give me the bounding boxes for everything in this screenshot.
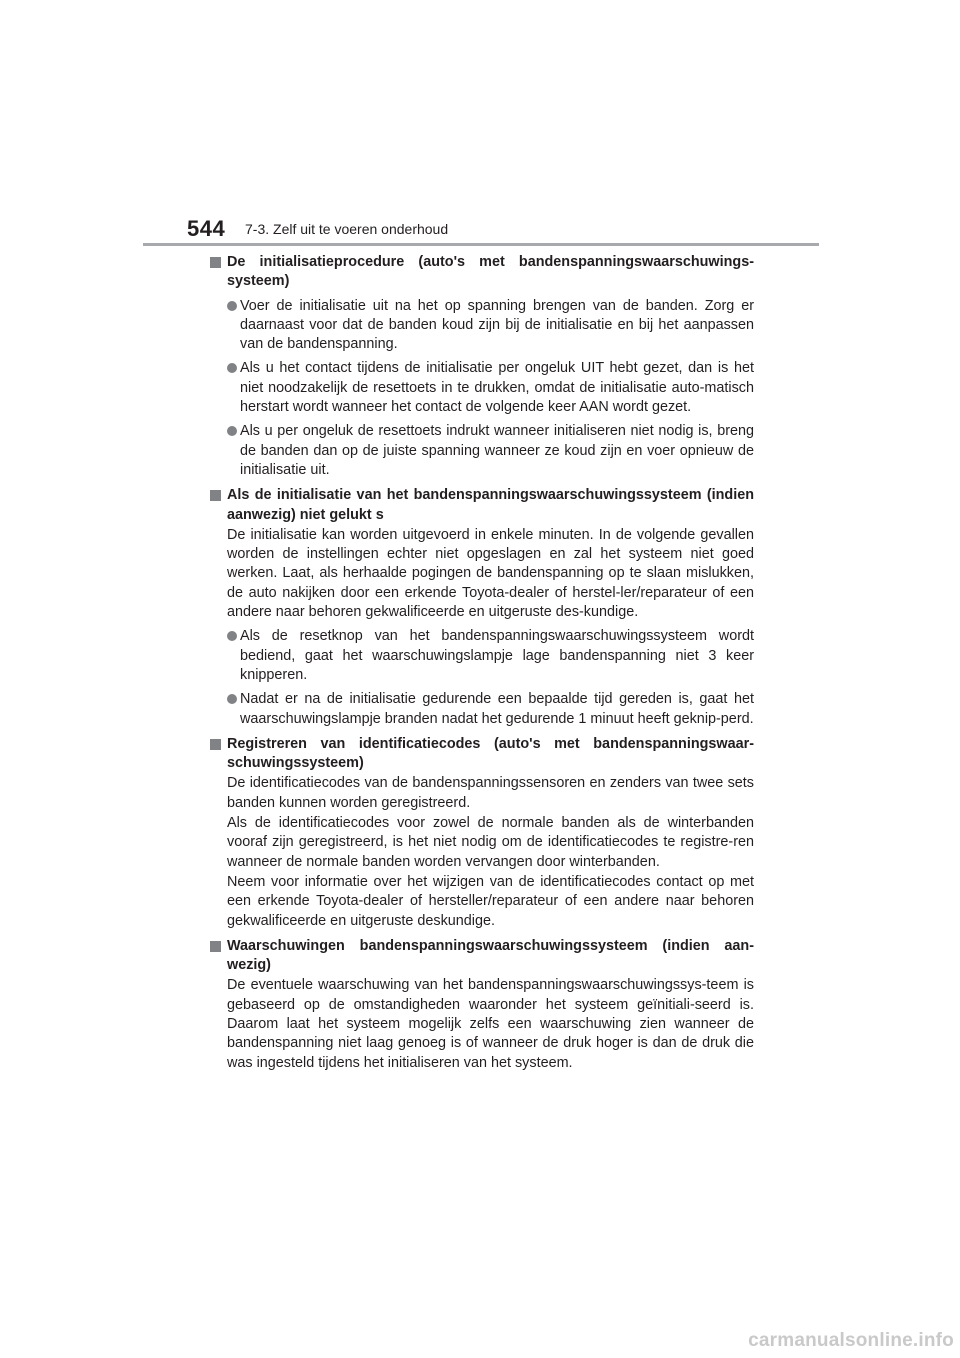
list-item bbox=[227, 627, 754, 685]
list-item bbox=[227, 297, 754, 355]
list-item-text: Als u per ongeluk de resettoets indrukt wanneer initialiseren niet nodig is, breng de banden dan op de juiste spanning wanneer ze koud zijn en voer opnieuw de initialisatie uit. bbox=[240, 423, 754, 478]
section-warnings bbox=[210, 937, 754, 1073]
section-registering-id-codes bbox=[210, 735, 754, 931]
paragraph: De initialisatie kan worden uitgevoerd in enkele minuten. In de volgende gevallen worden de instellingen echter niet opgeslagen en zal het systeem niet goed werken. Laat, als herhaalde pogingen de bandenspanning op te slaan mislukken, de auto nakijken door een erkende Toyota-dealer of herstel-ler/reparateur of een andere naar behoren gekwalificeerde en uitgeruste des-kundige. bbox=[227, 526, 754, 621]
circle-bullet-icon bbox=[227, 631, 237, 641]
section-initialization-procedure bbox=[210, 253, 754, 480]
page-header bbox=[187, 216, 820, 246]
list-item bbox=[227, 359, 754, 417]
list-item bbox=[227, 422, 754, 480]
circle-bullet-icon bbox=[227, 694, 237, 704]
section-title: 7-3. Zelf uit te voeren onderhoud bbox=[245, 221, 449, 237]
header-rule bbox=[143, 243, 819, 246]
paragraph: De eventuele waarschuwing van het bandenspanningswaarschuwingssys-teem is gebaseerd op de omstandigheden waaronder het systeem geïnitiali-seerd is. Daarom laat het systeem mogelijk zelfs een waarschuwing zien wanneer de bandenspanning niet laag genoeg is of wanneer de druk hoger is dan de druk die was ingesteld tijdens het initialiseren van het systeem. bbox=[227, 977, 754, 1071]
paragraph: Neem voor informatie over het wijzigen van de identificatiecodes contact op met een erkende Toyota-dealer of hersteller/reparateur of een andere naar behoren gekwalificeerde en uitgeruste deskundige. bbox=[227, 873, 754, 929]
square-bullet-icon bbox=[210, 739, 221, 750]
section-heading: Registreren van identificatiecodes (auto's met bandenspanningswaar-schuwingssysteem) bbox=[227, 735, 754, 772]
square-bullet-icon bbox=[210, 490, 221, 501]
list-item-text: Nadat er na de initialisatie gedurende een bepaalde tijd gereden is, gaat het waarschuwingslampje branden nadat het gedurende 1 minuut heeft geknip-perd. bbox=[240, 691, 754, 727]
page-number: 544 bbox=[187, 216, 226, 241]
section-initialization-failed bbox=[210, 486, 754, 729]
page-content bbox=[210, 253, 754, 1079]
section-heading: Als de initialisatie van het bandenspanningswaarschuwingssysteem (indien aanwezig) niet gelukt s bbox=[227, 487, 754, 523]
watermark: carmanualsonline.info bbox=[748, 1330, 954, 1351]
section-heading: Waarschuwingen bandenspanningswaarschuwingssysteem (indien aan-wezig) bbox=[227, 937, 754, 974]
section-heading: De initialisatieprocedure (auto's met bandenspanningswaarschuwings-systeem) bbox=[227, 254, 754, 290]
paragraph: De identificatiecodes van de bandenspanningssensoren en zenders van twee sets banden kunnen worden geregistreerd. bbox=[227, 775, 754, 811]
list-item-text: Voer de initialisatie uit na het op spanning brengen van de banden. Zorg er daarnaast voor dat de banden koud zijn bij de initialisatie en bij het aanpassen van de bandenspanning. bbox=[240, 297, 754, 353]
list-item-text: Als u het contact tijdens de initialisatie per ongeluk UIT hebt gezet, dan is het niet noodzakelijk de resettoets in te drukken, omdat de initialisatie auto-matisch herstart wordt wanneer het contact de volgende keer AAN wordt gezet. bbox=[240, 360, 754, 416]
circle-bullet-icon bbox=[227, 301, 237, 311]
circle-bullet-icon bbox=[227, 363, 237, 373]
paragraph: Als de identificatiecodes voor zowel de normale banden als de winterbanden vooraf zijn geregistreerd, is het niet nodig om de identificatiecodes te registre-ren wanneer de normale banden worden vervangen door winterbanden. bbox=[227, 815, 754, 870]
square-bullet-icon bbox=[210, 257, 221, 268]
list-item-text: Als de resetknop van het bandenspanningswaarschuwingssysteem wordt bediend, gaat het waarschuwingslampje lage bandenspanning niet 3 keer knipperen. bbox=[240, 628, 754, 683]
list-item bbox=[227, 690, 754, 729]
square-bullet-icon bbox=[210, 941, 221, 952]
circle-bullet-icon bbox=[227, 426, 237, 436]
